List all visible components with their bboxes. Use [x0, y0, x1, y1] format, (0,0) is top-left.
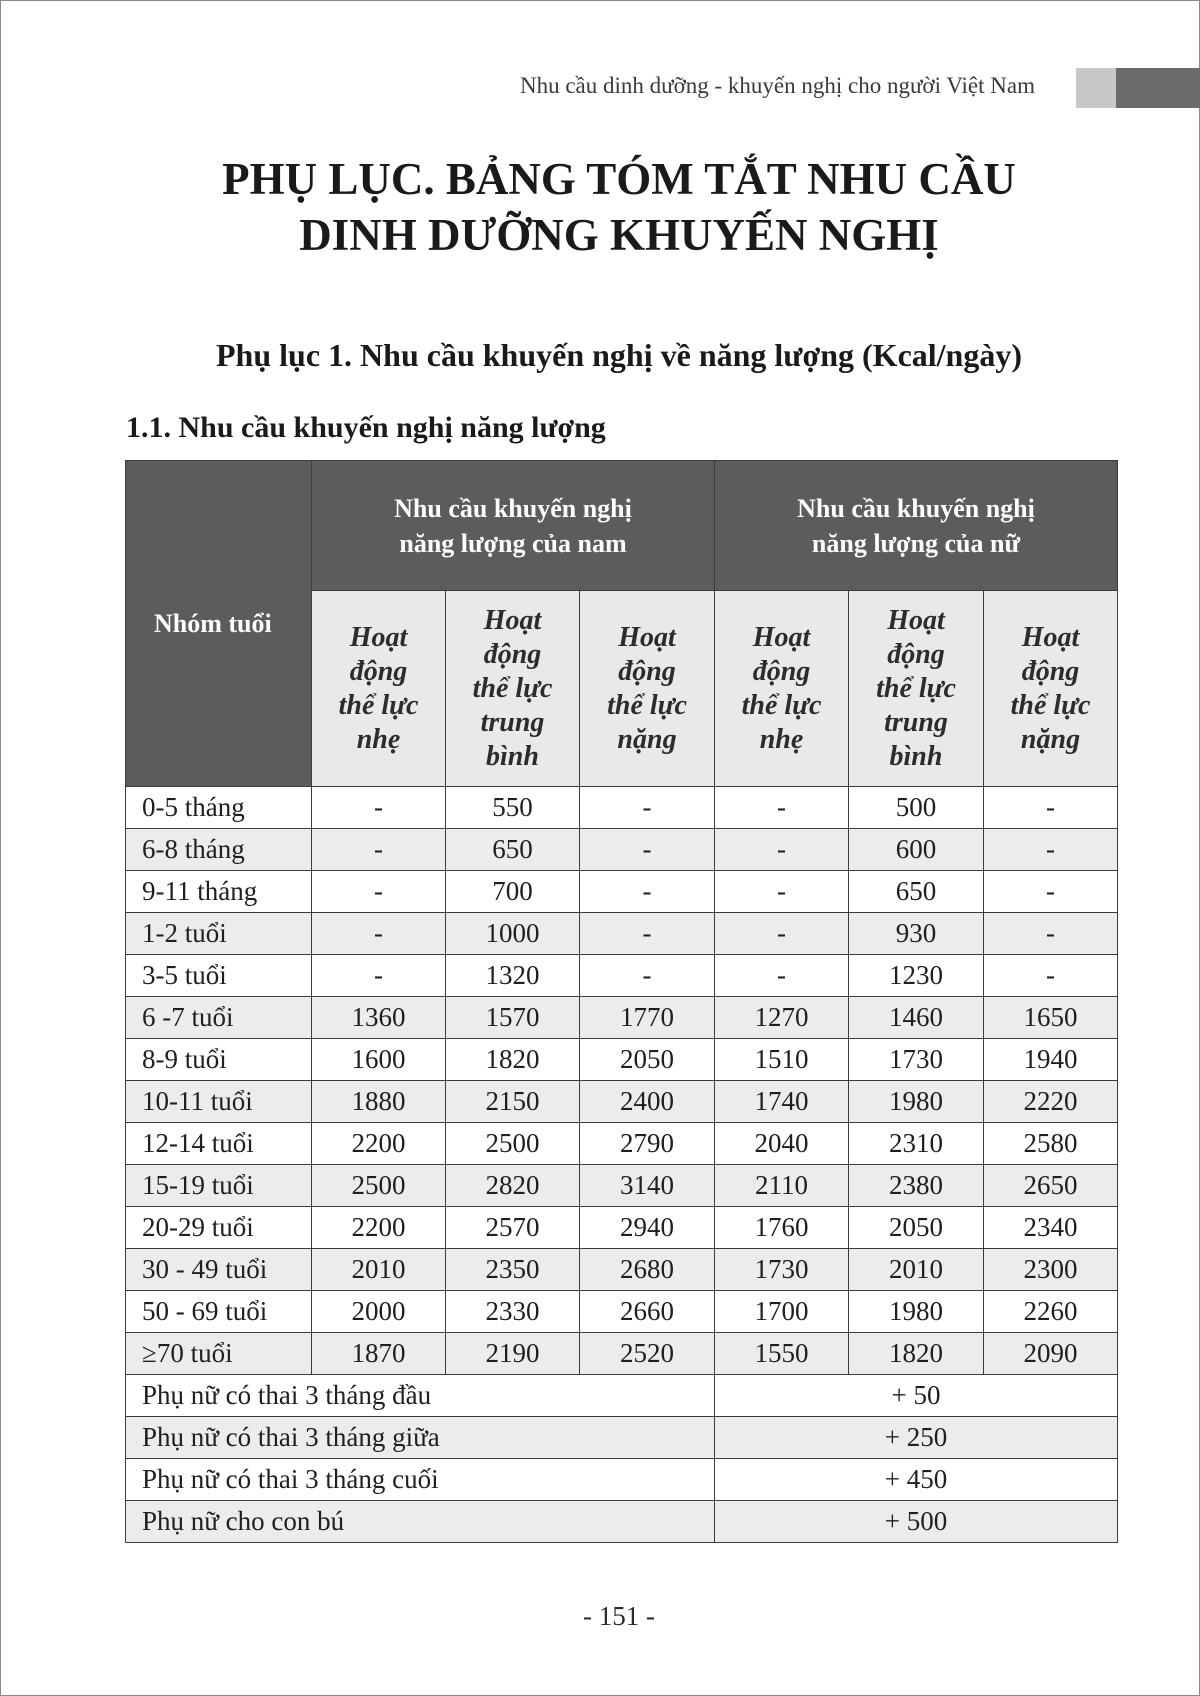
table-row — [126, 1459, 1118, 1501]
table-row — [126, 829, 1118, 871]
activity-header-line: động — [752, 655, 811, 687]
activity-header-line: thể lực — [338, 689, 419, 721]
age-group-cell: 10-11 tuổi — [126, 1081, 312, 1123]
energy-value-cell: 2650 — [984, 1165, 1118, 1207]
energy-value-cell: 1650 — [984, 997, 1118, 1039]
activity-level-header — [849, 591, 984, 787]
energy-value-cell: 1880 — [312, 1081, 446, 1123]
energy-value-cell: 650 — [849, 871, 984, 913]
energy-value-cell: - — [984, 871, 1118, 913]
energy-value-cell: 2820 — [446, 1165, 580, 1207]
energy-value-cell: 500 — [849, 787, 984, 829]
activity-header-line: thể lực — [607, 689, 687, 721]
energy-value-cell: 1730 — [849, 1039, 984, 1081]
table-row — [126, 1417, 1118, 1459]
energy-value-cell: - — [580, 913, 715, 955]
supplement-value-cell: + 500 — [715, 1501, 1118, 1543]
energy-value-cell: 2010 — [849, 1249, 984, 1291]
energy-value-cell: 2260 — [984, 1291, 1118, 1333]
main-title-line-2: DINH DƯỠNG KHUYẾN NGHỊ — [299, 210, 939, 260]
energy-value-cell: 2150 — [446, 1081, 580, 1123]
energy-value-cell: 2300 — [984, 1249, 1118, 1291]
energy-value-cell: 2190 — [446, 1333, 580, 1375]
energy-value-cell: 1230 — [849, 955, 984, 997]
activity-header-line: thể lực — [472, 672, 553, 704]
supplement-group-cell: Phụ nữ có thai 3 tháng giữa — [126, 1417, 715, 1459]
energy-value-cell: 1510 — [715, 1039, 849, 1081]
energy-value-cell: - — [715, 871, 849, 913]
supplement-value-cell: + 250 — [715, 1417, 1118, 1459]
activity-header-line: Hoạt — [618, 621, 676, 653]
energy-value-cell: - — [715, 829, 849, 871]
energy-value-cell: 2200 — [312, 1123, 446, 1165]
main-title — [1, 151, 1200, 263]
activity-header-line: nặng — [1020, 723, 1081, 755]
energy-value-cell: 1770 — [580, 997, 715, 1039]
energy-value-cell: 2340 — [984, 1207, 1118, 1249]
age-group-cell: 30 - 49 tuổi — [126, 1249, 312, 1291]
male-header-line-2: năng lượng của nam — [399, 528, 627, 558]
table-row — [126, 955, 1118, 997]
male-header-line-1: Nhu cầu khuyến nghị — [394, 493, 632, 523]
energy-value-cell: 930 — [849, 913, 984, 955]
activity-header-line: nhẹ — [356, 723, 401, 755]
energy-value-cell: 700 — [446, 871, 580, 913]
energy-value-cell: 1320 — [446, 955, 580, 997]
energy-value-cell: 1550 — [715, 1333, 849, 1375]
activity-header-line: trung — [884, 706, 948, 738]
activity-level-header — [984, 591, 1118, 787]
energy-value-cell: 1760 — [715, 1207, 849, 1249]
activity-header-line: bình — [889, 740, 943, 772]
energy-value-cell: 2940 — [580, 1207, 715, 1249]
table-row — [126, 1039, 1118, 1081]
age-group-cell: 20-29 tuổi — [126, 1207, 312, 1249]
energy-value-cell: 2380 — [849, 1165, 984, 1207]
table-row — [126, 1123, 1118, 1165]
energy-value-cell: 2010 — [312, 1249, 446, 1291]
energy-value-cell: 650 — [446, 829, 580, 871]
supplement-value-cell: + 50 — [715, 1375, 1118, 1417]
table-row — [126, 997, 1118, 1039]
energy-value-cell: 2040 — [715, 1123, 849, 1165]
running-header: Nhu cầu dinh dưỡng - khuyến nghị cho người Việt Nam — [519, 73, 1035, 98]
energy-value-cell: 1600 — [312, 1039, 446, 1081]
energy-value-cell: 550 — [446, 787, 580, 829]
energy-value-cell: 2220 — [984, 1081, 1118, 1123]
activity-header-line: Hoạt — [349, 621, 408, 653]
energy-value-cell: 3140 — [580, 1165, 715, 1207]
energy-value-cell: 1360 — [312, 997, 446, 1039]
energy-value-cell: - — [312, 787, 446, 829]
energy-value-cell: 2350 — [446, 1249, 580, 1291]
male-energy-header — [312, 461, 715, 591]
energy-value-cell: 2500 — [312, 1165, 446, 1207]
activity-header-line: trung — [480, 706, 545, 738]
activity-header-line: động — [887, 638, 945, 670]
table-row — [126, 913, 1118, 955]
energy-requirements-table — [125, 460, 1118, 1543]
table-row — [126, 1501, 1118, 1543]
energy-value-cell: 2200 — [312, 1207, 446, 1249]
energy-value-cell: 2050 — [849, 1207, 984, 1249]
energy-value-cell: 2580 — [984, 1123, 1118, 1165]
table-row — [126, 1081, 1118, 1123]
energy-value-cell: - — [312, 829, 446, 871]
energy-value-cell: - — [580, 787, 715, 829]
energy-value-cell: 2330 — [446, 1291, 580, 1333]
energy-value-cell: - — [715, 913, 849, 955]
section-title: Phụ lục 1. Nhu cầu khuyến nghị về năng lượng (Kcal/ngày) — [216, 337, 1022, 373]
energy-value-cell: - — [580, 955, 715, 997]
activity-header-line: động — [349, 655, 408, 687]
table-row — [126, 1333, 1118, 1375]
energy-value-cell: 1700 — [715, 1291, 849, 1333]
energy-value-cell: 2400 — [580, 1081, 715, 1123]
table-row — [126, 1207, 1118, 1249]
age-group-cell: 12-14 tuổi — [126, 1123, 312, 1165]
activity-header-line: thể lực — [876, 672, 956, 704]
activity-level-header — [715, 591, 849, 787]
energy-value-cell: - — [312, 913, 446, 955]
activity-header-line: thể lực — [741, 689, 822, 721]
energy-value-cell: 2310 — [849, 1123, 984, 1165]
female-header-line-2: năng lượng của nữ — [811, 528, 1021, 558]
energy-value-cell: 1000 — [446, 913, 580, 955]
energy-value-cell: 1820 — [446, 1039, 580, 1081]
energy-value-cell: 1940 — [984, 1039, 1118, 1081]
activity-level-header — [580, 591, 715, 787]
table-row — [126, 787, 1118, 829]
energy-value-cell: - — [580, 871, 715, 913]
age-group-cell: 0-5 tháng — [126, 787, 312, 829]
energy-value-cell: 2500 — [446, 1123, 580, 1165]
activity-header-line: bình — [486, 740, 539, 772]
activity-header-line: Hoạt — [752, 621, 811, 653]
age-group-cell: 50 - 69 tuổi — [126, 1291, 312, 1333]
supplement-group-cell: Phụ nữ có thai 3 tháng đầu — [126, 1375, 715, 1417]
activity-header-line: Hoạt — [887, 604, 945, 636]
energy-value-cell: - — [312, 871, 446, 913]
energy-value-cell: 1980 — [849, 1081, 984, 1123]
page-number: - 151 - — [583, 1601, 655, 1631]
energy-value-cell: 2570 — [446, 1207, 580, 1249]
energy-value-cell: 1980 — [849, 1291, 984, 1333]
activity-level-header — [312, 591, 446, 787]
energy-value-cell: - — [580, 829, 715, 871]
energy-value-cell: 2790 — [580, 1123, 715, 1165]
activity-header-line: nặng — [617, 723, 677, 755]
header-tab-dark — [1116, 68, 1200, 108]
supplement-group-cell: Phụ nữ có thai 3 tháng cuối — [126, 1459, 715, 1501]
age-group-cell: 9-11 tháng — [126, 871, 312, 913]
energy-value-cell: 2660 — [580, 1291, 715, 1333]
energy-value-cell: - — [984, 955, 1118, 997]
energy-value-cell: 2110 — [715, 1165, 849, 1207]
energy-value-cell: 2050 — [580, 1039, 715, 1081]
age-group-cell: 1-2 tuổi — [126, 913, 312, 955]
energy-value-cell: 1740 — [715, 1081, 849, 1123]
energy-value-cell: - — [984, 913, 1118, 955]
energy-value-cell: - — [984, 829, 1118, 871]
table-row — [126, 1249, 1118, 1291]
table-row — [126, 1375, 1118, 1417]
energy-value-cell: 2680 — [580, 1249, 715, 1291]
age-group-cell: ≥70 tuổi — [126, 1333, 312, 1375]
energy-value-cell: 2520 — [580, 1333, 715, 1375]
age-group-cell: 8-9 tuổi — [126, 1039, 312, 1081]
activity-header-line: động — [483, 638, 542, 670]
activity-header-line: Hoạt — [1021, 621, 1080, 653]
activity-header-line: động — [618, 655, 676, 687]
supplement-value-cell: + 450 — [715, 1459, 1118, 1501]
energy-value-cell: - — [715, 955, 849, 997]
energy-value-cell: 2090 — [984, 1333, 1118, 1375]
energy-value-cell: - — [312, 955, 446, 997]
activity-header-line: động — [1021, 655, 1080, 687]
age-group-cell: 3-5 tuổi — [126, 955, 312, 997]
energy-value-cell: - — [715, 787, 849, 829]
activity-level-header — [446, 591, 580, 787]
energy-value-cell: 1730 — [715, 1249, 849, 1291]
energy-value-cell: 2000 — [312, 1291, 446, 1333]
main-title-line-1: PHỤ LỤC. BẢNG TÓM TẮT NHU CẦU — [222, 154, 1016, 204]
energy-table-body — [126, 787, 1118, 1543]
supplement-group-cell: Phụ nữ cho con bú — [126, 1501, 715, 1543]
energy-value-cell: 1870 — [312, 1333, 446, 1375]
subsection-title: 1.1. Nhu cầu khuyến nghị năng lượng — [126, 411, 606, 444]
age-group-cell: 6-8 tháng — [126, 829, 312, 871]
table-row — [126, 871, 1118, 913]
energy-value-cell: 1820 — [849, 1333, 984, 1375]
header-tab-light — [1076, 68, 1116, 108]
table-row — [126, 1291, 1118, 1333]
energy-value-cell: 1270 — [715, 997, 849, 1039]
age-group-cell: 15-19 tuổi — [126, 1165, 312, 1207]
activity-header-line: Hoạt — [483, 604, 542, 636]
table-row — [126, 1165, 1118, 1207]
energy-value-cell: 1570 — [446, 997, 580, 1039]
female-energy-header — [715, 461, 1118, 591]
age-group-header: Nhóm tuổi — [126, 461, 312, 787]
activity-header-line: nhẹ — [759, 723, 804, 755]
energy-value-cell: 600 — [849, 829, 984, 871]
energy-value-cell: - — [984, 787, 1118, 829]
activity-header-line: thể lực — [1010, 689, 1091, 721]
age-group-cell: 6 -7 tuổi — [126, 997, 312, 1039]
female-header-line-1: Nhu cầu khuyến nghị — [797, 493, 1035, 523]
energy-value-cell: 1460 — [849, 997, 984, 1039]
